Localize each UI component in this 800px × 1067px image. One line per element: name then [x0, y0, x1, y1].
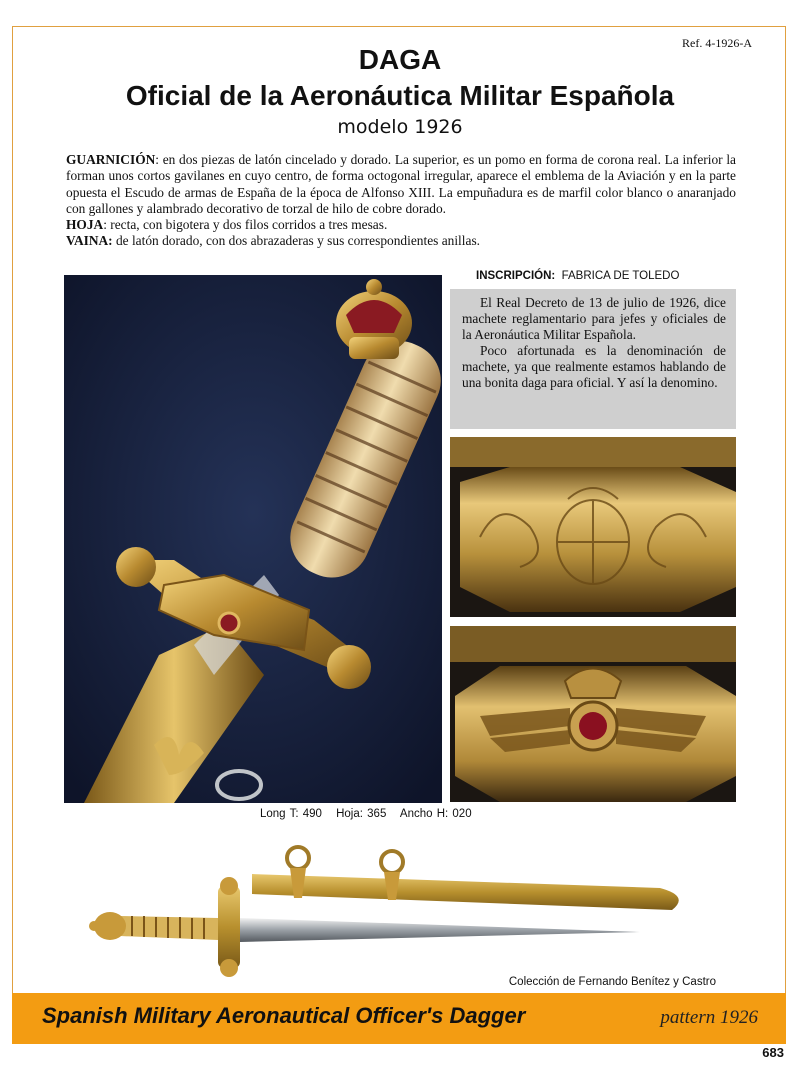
blade-width: Ancho H: 020	[399, 808, 472, 820]
page-subtitle: Oficial de la Aeronáutica Militar Española	[125, 80, 675, 111]
english-title: Spanish Military Aeronautical Officer's Dagger	[42, 1003, 526, 1028]
vaina-text: de latón dorado, con dos abrazaderas y sus correspondientes anillas.	[112, 233, 481, 249]
page-number: 683	[762, 1045, 784, 1060]
historical-note	[450, 289, 736, 429]
note-paragraph-1: El Real Decreto de 13 de julio de 1926, dice machete reglamentario para jefes y oficiales de la Aeronáutica Militar Española.	[462, 295, 726, 342]
measurements	[260, 808, 482, 820]
guarnicion-text: : en dos piezas de latón cincelado y dorado. La superior, es un pomo en forma de corona real. La inferior la forman unos cortos gavilanes en cuyo centro, de forma octogonal irregular, aparece el emblema de la Aviación y en la parte opuesta el Escudo de armas de España de la época de Alfonso XIII. La empuñadura es de marfil color blanco o anaranjado con gallones y alambrado decorativo de torzal de hilo de cobre dorado.	[66, 152, 736, 216]
model-label: modelo 1926	[337, 116, 463, 138]
inscription	[476, 270, 679, 282]
description	[66, 152, 736, 250]
blade-length: Hoja: 365	[336, 808, 387, 820]
hilt-photo	[64, 275, 442, 803]
reference-code: Ref. 4-1926-A	[682, 36, 752, 50]
coat-of-arms-detail-photo	[450, 437, 736, 617]
pattern-label: pattern 1926	[660, 1007, 758, 1028]
full-dagger-photo	[80, 838, 700, 980]
page-title: DAGA	[358, 44, 442, 75]
total-length: Long T: 490	[260, 808, 322, 820]
guarnicion-label: GUARNICIÓN	[66, 152, 156, 167]
inscription-label: INSCRIPCIÓN:	[476, 270, 556, 282]
hoja-label: HOJA	[66, 217, 104, 233]
note-paragraph-2: Poco afortunada es la denominación de machete, ya que realmente estamos hablando de una bonita daga para oficial. Y así la denomino.	[462, 343, 726, 390]
vaina-label: VAINA:	[66, 233, 113, 249]
inscription-value: FABRICA DE TOLEDO	[561, 270, 680, 282]
hoja-text: : recta, con bigotera y dos filos corridos a tres mesas.	[103, 217, 388, 233]
english-title-banner	[12, 993, 786, 1044]
collection-credit: Colección de Fernando Benítez y Castro	[508, 976, 716, 988]
aviation-emblem-detail-photo	[450, 626, 736, 802]
